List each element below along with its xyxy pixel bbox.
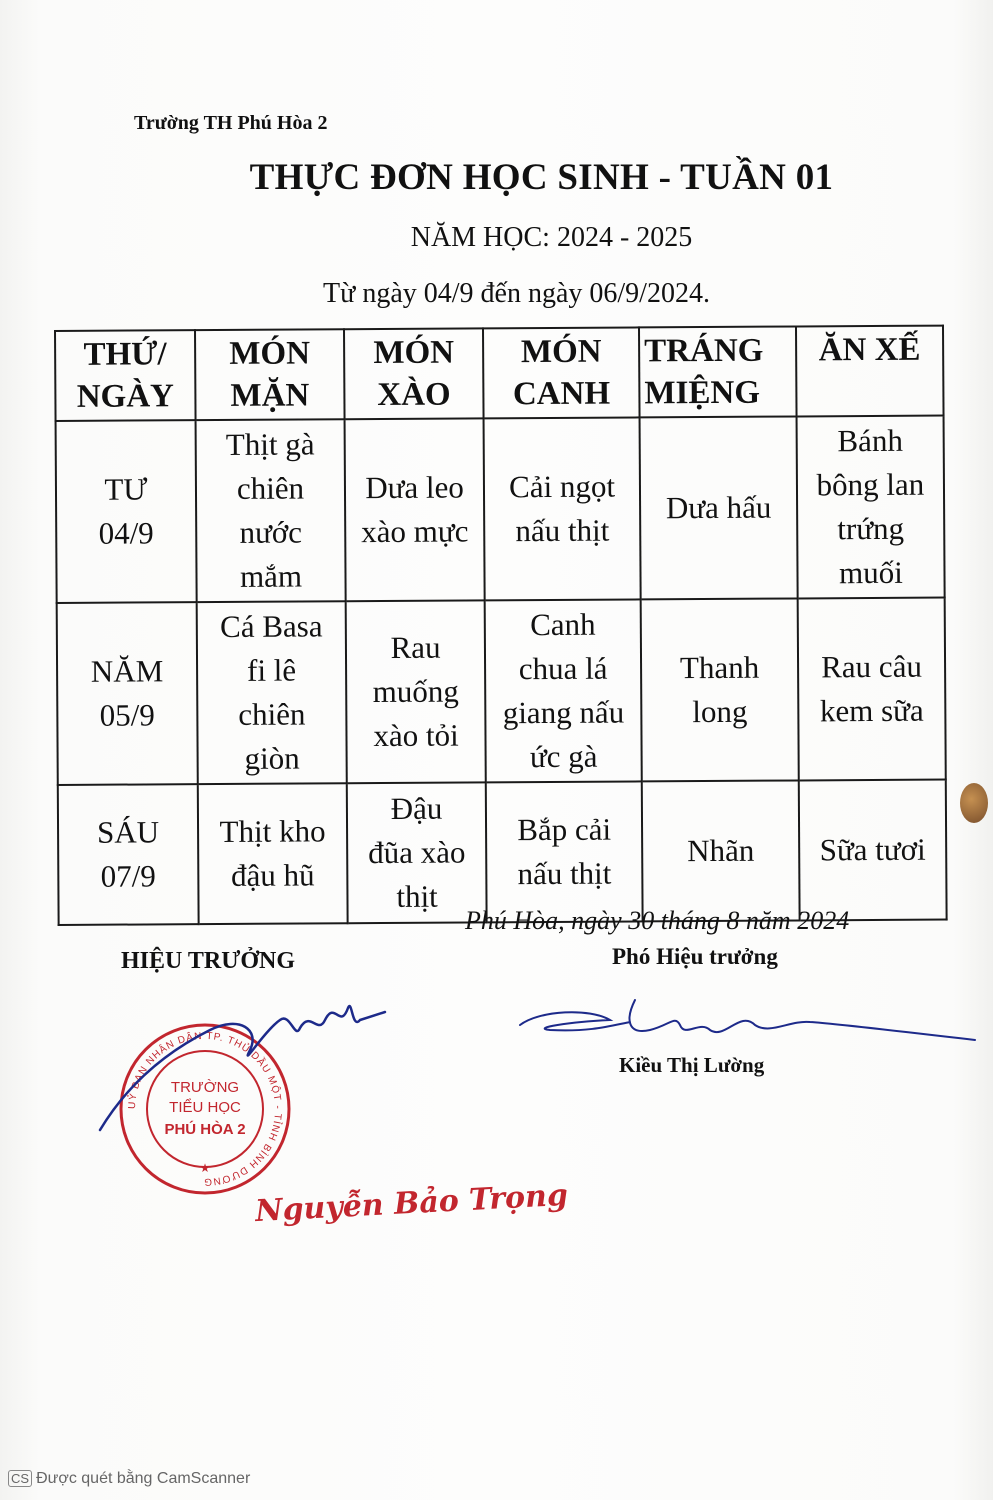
place-and-date: Phú Hòa, ngày 30 tháng 8 năm 2024 bbox=[465, 906, 850, 935]
principal-name: Nguyễn Bảo Trọng bbox=[254, 1177, 569, 1230]
cell-xao: Đậu đũa xào thịt bbox=[347, 782, 487, 923]
cell-an-xe: Bánh bông lan trứng muối bbox=[796, 416, 944, 599]
header-xao: MÓN XÀO bbox=[344, 328, 484, 419]
cell-an-xe: Rau câu kem sữa bbox=[798, 598, 946, 781]
cell-an-xe: Sữa tươi bbox=[799, 780, 947, 921]
table-row bbox=[58, 780, 947, 925]
cell-xao: Dưa leo xào mực bbox=[345, 418, 485, 601]
vice-principal-title: Phó Hiệu trưởng bbox=[612, 944, 778, 969]
scanner-watermark bbox=[8, 1470, 250, 1488]
cell-xao: Rau muống xào tỏi bbox=[346, 600, 486, 783]
school-year: NĂM HỌC: 2024 - 2025 bbox=[410, 222, 693, 253]
vice-principal-signature-icon bbox=[510, 990, 980, 1060]
cell-canh: Canh chua lá giang nấu ức gà bbox=[485, 599, 642, 782]
header-man: MÓN MẶN bbox=[195, 329, 345, 420]
header-day: THỨ/ NGÀY bbox=[55, 330, 195, 421]
header-trang-mieng: TRÁNG MIỆNG bbox=[639, 326, 796, 417]
cell-man: Thịt gà chiên nước mắm bbox=[195, 419, 345, 602]
header-an-xe: ĂN XẾ bbox=[796, 326, 944, 417]
camscanner-logo-icon: CS bbox=[8, 1470, 32, 1487]
principal-signature-icon bbox=[90, 990, 390, 1140]
stamp-ring-text: UỶ BAN NHÂN DÂN TP. THỦ DẦU MỘT - TỈNH BÌNH DƯƠNG bbox=[126, 1030, 284, 1188]
table-row bbox=[57, 598, 946, 785]
date-range: Từ ngày 04/9 đến ngày 06/9/2024. bbox=[323, 278, 710, 309]
cell-day: NĂM 05/9 bbox=[57, 602, 198, 785]
stamp-line: PHÚ HÒA 2 bbox=[164, 1121, 246, 1138]
cell-day: TƯ 04/9 bbox=[56, 420, 197, 603]
page-title: THỰC ĐƠN HỌC SINH - TUẦN 01 bbox=[249, 157, 834, 198]
cell-man: Cá Basa fi lê chiên giòn bbox=[197, 601, 347, 784]
school-name: Trường TH Phú Hòa 2 bbox=[134, 112, 328, 134]
cell-man: Thịt kho đậu hũ bbox=[198, 783, 348, 924]
watermark-text: Được quét bằng CamScanner bbox=[36, 1470, 251, 1487]
principal-title: HIỆU TRƯỞNG bbox=[121, 948, 296, 974]
cell-trang-mieng: Nhãn bbox=[642, 780, 800, 921]
stamp-line: TRƯỜNG bbox=[170, 1079, 240, 1096]
vice-principal-name: Kiều Thị Lường bbox=[619, 1053, 765, 1077]
stamp-star-icon: ★ bbox=[199, 1161, 211, 1175]
stain-mark bbox=[960, 783, 988, 823]
cell-trang-mieng: Thanh long bbox=[641, 598, 799, 781]
header-canh: MÓN CANH bbox=[483, 327, 640, 418]
table-row bbox=[56, 416, 945, 603]
stamp-line: TIỂU HỌC bbox=[169, 1099, 241, 1116]
cell-day: SÁU 07/9 bbox=[58, 784, 199, 925]
menu-table bbox=[54, 325, 948, 926]
cell-canh: Cải ngọt nấu thịt bbox=[484, 417, 641, 600]
table-header-row bbox=[55, 326, 944, 421]
cell-trang-mieng: Dưa hấu bbox=[640, 416, 798, 599]
cell-canh: Bắp cải nấu thịt bbox=[486, 781, 643, 922]
